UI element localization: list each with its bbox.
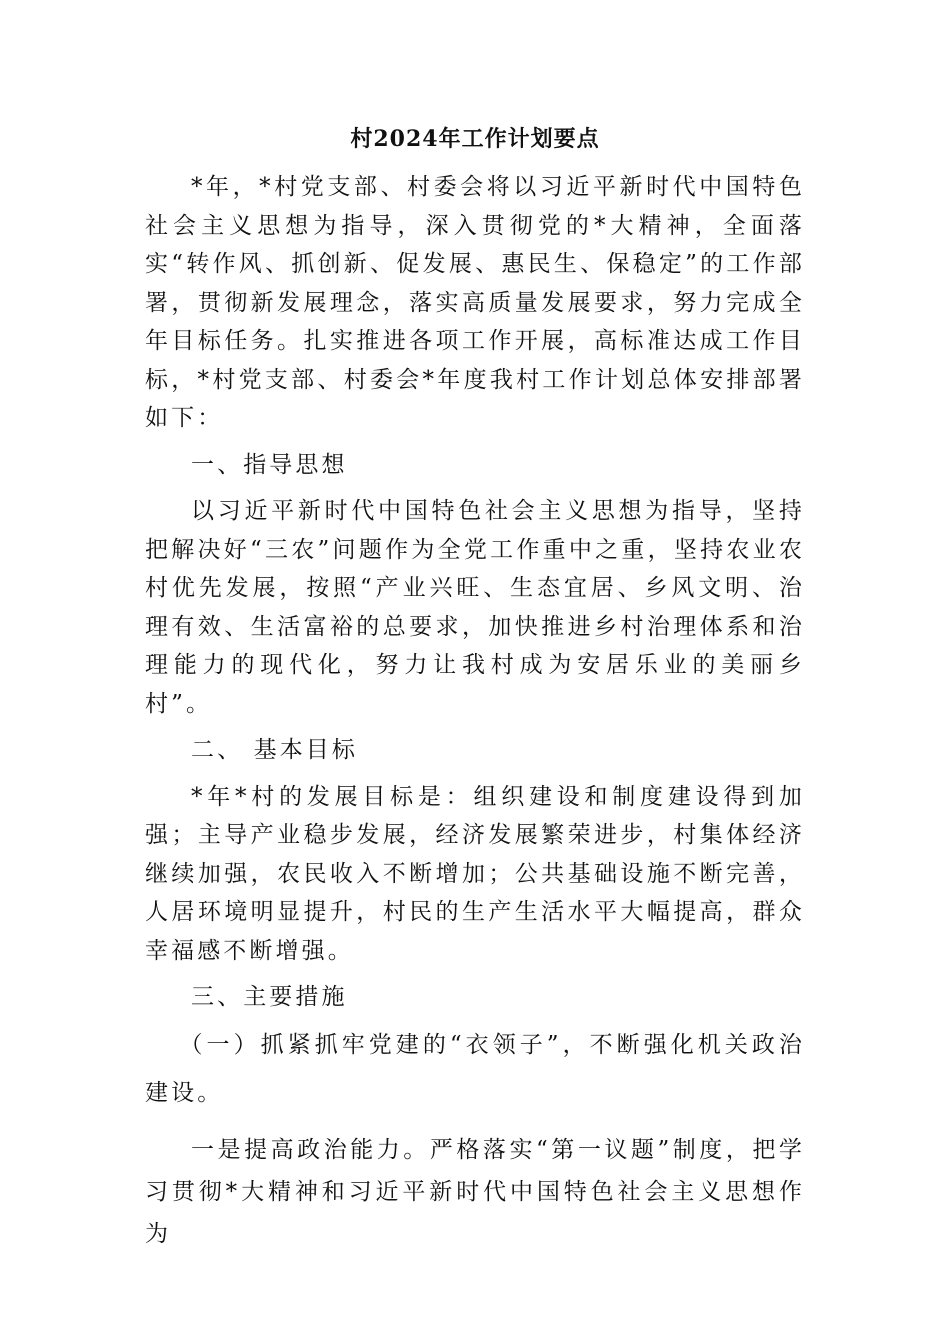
section-heading-main-measures: 三、主要措施: [191, 984, 348, 1010]
subsection-heading-party-building: （一）抓紧抓牢党建的“衣领子”，不断强化机关政治建设。: [145, 1031, 805, 1106]
document-title: 村2024年工作计划要点: [350, 126, 600, 152]
intro-paragraph: *年，*村党支部、村委会将以习近平新时代中国特色社会主义思想为指导，深入贯彻党的*大精神，全面落实“转作风、抓创新、促发展、惠民生、保稳定”的工作部署，贯彻新发展理念，落实高质量发展要求，努力完成全年目标任务。扎实推进各项工作开展，高标准达成工作目标，*村党支部、村委会*年度我村工作计划总体安排部署如下：: [145, 174, 805, 431]
political-capacity-paragraph: 一是提高政治能力。严格落实“第一议题”制度，把学习贯彻*大精神和习近平新时代中国特色社会主义思想作为: [145, 1136, 805, 1247]
section-heading-guiding-ideology: 一、指导思想: [191, 451, 348, 478]
section-heading-basic-goals: 二、 基本目标: [191, 737, 359, 763]
basic-goals-paragraph: *年*村的发展目标是：组织建设和制度建设得到加强；主导产业稳步发展，经济发展繁荣进步，村集体经济继续加强，农民收入不断增加；公共基础设施不断完善，人居环境明显提升，村民的生产生活水平大幅提高，群众幸福感不断增强。: [145, 783, 805, 964]
document-body: [145, 168, 805, 1255]
guiding-ideology-paragraph: 以习近平新时代中国特色社会主义思想为指导，坚持把解决好“三农”问题作为全党工作重中之重，坚持农业农村优先发展，按照“产业兴旺、生态宜居、乡风文明、治理有效、生活富裕的总要求，加快推进乡村治理体系和治理能力的现代化，努力让我村成为安居乐业的美丽乡村”。: [145, 498, 805, 717]
